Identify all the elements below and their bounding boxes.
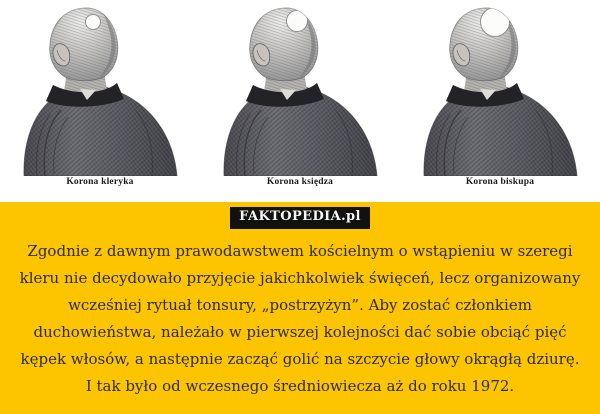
engraving-biskup — [424, 8, 577, 177]
fact-line: I tak było od wczesnego średniowiecza aż do roku 1972. — [85, 376, 515, 395]
fact-paragraph — [0, 238, 600, 400]
engraving-ksiadz — [224, 8, 377, 176]
tonsure-engravings — [0, 0, 600, 176]
illustrations-section — [0, 0, 600, 202]
fact-line: kępek włosów, a następnie zacząć golić na szczycie głowy okrągłą dziurę. — [20, 349, 580, 368]
faktopedia-logo-badge: FAKTOPEDIA.pl — [230, 207, 370, 229]
tonsure-circle-biskup — [481, 8, 510, 37]
figure-caption-ksiadz: Korona księdza — [266, 177, 334, 187]
caption-row — [0, 177, 600, 187]
fact-line: duchowieństwa, należało w pierwszej kolejności dać sobie obciąć pięć — [33, 322, 567, 341]
fact-line: wcześniej rytuał tonsury, „postrzyżyn”. Aby zostać członkiem — [68, 295, 532, 314]
fact-panel — [0, 202, 600, 414]
engraving-kleryk — [24, 8, 177, 176]
tonsure-circle-kleryk — [86, 15, 101, 30]
fact-line: kleru nie decydowało przyjęcie jakichkolwiek święceń, lecz organizowany — [19, 268, 581, 287]
figure-caption-biskup: Korona biskupa — [465, 177, 535, 187]
tonsure-circle-ksiadz — [287, 11, 308, 32]
figure-caption-kleryk: Korona kleryka — [66, 177, 134, 187]
fact-line: Zgodnie z dawnym prawodawstwem kościelnym o wstąpieniu w szeregi — [27, 241, 573, 260]
